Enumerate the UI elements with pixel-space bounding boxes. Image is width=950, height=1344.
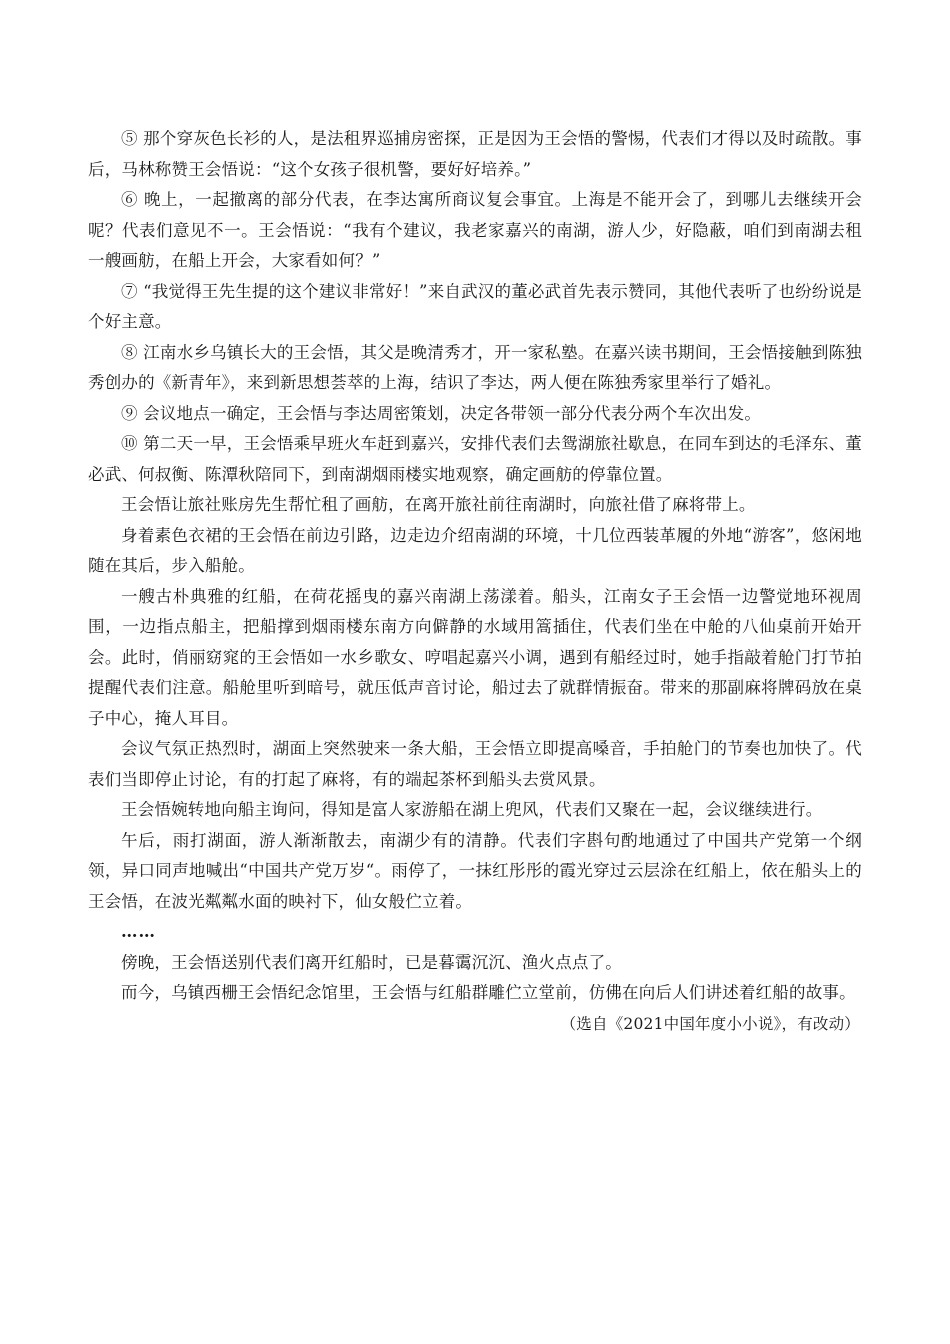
ellipsis-divider: …… [121, 922, 156, 941]
paragraph-6: ⑥ 晚上，一起撤离的部分代表，在李达寓所商议复会事宜。上海是不能开会了，到哪儿去继续开会呢？代表们意见不一。王会悟说：“我有个建议，我老家嘉兴的南湖，游人少，好隐蔽，咱们到南湖去租一艘画舫，在船上开会，大家看如何？” [88, 190, 862, 270]
paragraph-big-boat: 会议气氛正热烈时，湖面上突然驶来一条大船，王会悟立即提高嗓音，手拍舱门的节奏也加快了。代表们当即停止讨论，有的打起了麻将，有的端起茶杯到船头去赏风景。 [88, 739, 862, 789]
paragraph-10: ⑩ 第二天一早，王会悟乘早班火车赶到嘉兴，安排代表们去鸳湖旅社歇息，在同车到达的毛泽东、董必武、何叔衡、陈潭秋陪同下，到南湖烟雨楼实地观察，确定画舫的停靠位置。 [88, 434, 862, 484]
paragraph-5: ⑤ 那个穿灰色长衫的人，是法租界巡捕房密探，正是因为王会悟的警惕，代表们才得以及时疏散。事后，马林称赞王会悟说：“这个女孩子很机警，要好好培养。” [88, 129, 862, 179]
article-body [88, 124, 862, 1039]
paragraph-8: ⑧ 江南水乡乌镇长大的王会悟，其父是晚清秀才，开一家私塾。在嘉兴读书期间，王会悟接触到陈独秀创办的《新青年》，来到新思想荟萃的上海，结识了李达，两人便在陈独秀家里举行了婚礼。 [88, 342, 862, 392]
paragraph-ask-owner: 王会悟婉转地向船主询问，得知是富人家游船在湖上兜风，代表们又聚在一起，会议继续进行。 [121, 800, 823, 819]
paragraph-hire-boat: 王会悟让旅社账房先生帮忙租了画舫，在离开旅社前往南湖时，向旅社借了麻将带上。 [121, 495, 756, 514]
paragraph-today: 而今，乌镇西栅王会悟纪念馆里，王会悟与红船群雕伫立堂前，仿佛在向后人们讲述着红船的故事。 [121, 983, 856, 1002]
paragraph-9: ⑨ 会议地点一确定，王会悟与李达周密策划，决定各带领一部分代表分两个车次出发。 [121, 403, 762, 423]
paragraph-evening: 傍晚，王会悟送别代表们离开红船时，已是暮霭沉沉、渔火点点了。 [121, 952, 622, 972]
paragraph-red-boat: 一艘古朴典雅的红船，在荷花摇曳的嘉兴南湖上荡漾着。船头，江南女子王会悟一边警觉地环视周围，一边指点船主，把船撑到烟雨楼东南方向僻静的水域用篙插住，代表们坐在中舱的八仙桌前开始开会。此时，俏丽窈窕的王会悟如一水乡歌女、哼唱起嘉兴小调，遇到有船经过时，她手指敲着舱门打节拍提醒代表们注意。船舱里听到暗号，就压低声音讨论，船过去了就群情振奋。带来的那副麻将牌码放在桌子中心，掩人耳目。 [88, 586, 862, 728]
paragraph-7: ⑦ “我觉得王先生提的这个建议非常好！”来自武汉的董必武首先表示赞同，其他代表听了也纷纷说是个好主意。 [88, 281, 862, 331]
source-citation: （选自《2021中国年度小小说》，有改动） [560, 1014, 860, 1033]
paragraph-afternoon: 午后，雨打湖面，游人渐渐散去，南湖少有的清静。代表们字斟句酌地通过了中国共产党第一个纲领，异口同声地喊出“中国共产党万岁“。雨停了，一抹红彤彤的霞光穿过云层涂在红船上，依在船头上的王会悟，在波光粼粼水面的映衬下，仙女般伫立着。 [88, 830, 862, 911]
paragraph-lead-way: 身着素色衣裙的王会悟在前边引路，边走边介绍南湖的环境，十几位西装革履的外地“游客”，悠闲地随在其后，步入船舱。 [88, 525, 862, 575]
